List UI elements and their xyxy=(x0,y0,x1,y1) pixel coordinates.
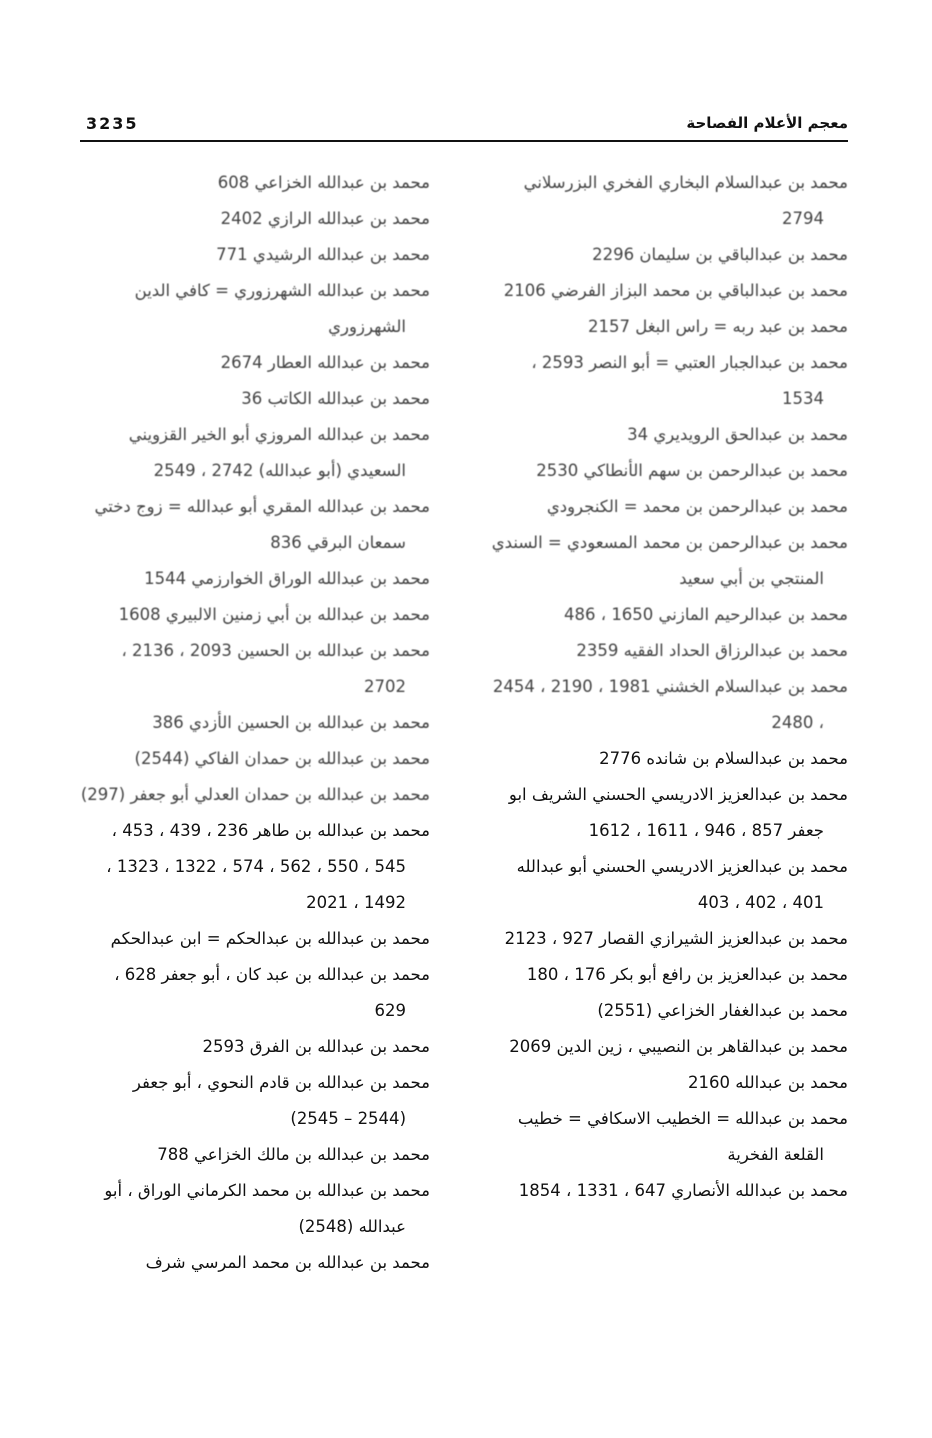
index-entry-text: محمد بن عبدالعزيز الادريسي الحسني أبو عبدالله 401 ، 402 ، 403 xyxy=(516,857,848,912)
index-entry xyxy=(488,921,848,957)
index-entry xyxy=(488,1029,848,1065)
index-entry-text: محمد بن عبدالحق الرويديري 34 xyxy=(627,425,848,444)
index-entry-text: محمد بن عبدالباقي بن محمد البزاز الفرضي 2106 xyxy=(503,281,848,300)
index-entry-text: محمد بن عبدالله بن عبد كان ، أبو جعفر 628 ، 629 xyxy=(114,965,430,1020)
index-entry-text: محمد بن عبدالله المقري أبو عبدالله = زوج دختي سمعان البرقي 836 xyxy=(94,497,430,552)
index-entry-text: محمد بن عبدالجبار العتبي = أبو النصر 2593 ، 1534 xyxy=(531,353,848,408)
index-entry-text: محمد بن عبدالسلام الخشني 1981 ، 2190 ، 2454 ، 2480 xyxy=(492,677,848,732)
index-entry-text: محمد بن عبدالله بن محمد الكرماني الوراق ، أبو عبدالله (2548) xyxy=(104,1181,430,1236)
index-entry-text: محمد بن عبدالغفار الخزاعي (2551) xyxy=(597,1001,848,1020)
index-entry-text: محمد بن عبدالعزيز الادريسي الحسني الشريف ابو جعفر 857 ، 946 ، 1611 ، 1612 xyxy=(508,785,848,840)
index-entry-text: محمد بن عبدالله = الخطيب الاسكافي = خطيب القلعة الفخرية xyxy=(517,1109,848,1164)
left-column xyxy=(80,165,430,1281)
index-entry-text: محمد بن عبدالله بن الحسين 2093 ، 2136 ، 2702 xyxy=(121,641,430,696)
index-entry-text: محمد بن عبدالعزيز بن رافع أبو بكر 176 ، 180 xyxy=(526,965,848,984)
index-entry xyxy=(80,345,430,381)
index-entry xyxy=(488,957,848,993)
index-entry xyxy=(80,1173,430,1245)
index-entry-text: محمد بن عبدالله بن الحسين الأزدي 386 xyxy=(152,713,430,732)
index-entry-text: محمد بن عبدالرحمن بن محمد = الكنجرودي xyxy=(546,497,848,516)
index-entry xyxy=(488,1173,848,1209)
index-entry-text: محمد بن عبدالله المروزي أبو الخير القزويني السعيدي (أبو عبدالله) 2742 ، 2549 xyxy=(128,425,430,480)
index-entry xyxy=(488,237,848,273)
index-entry xyxy=(488,417,848,453)
index-entry xyxy=(488,453,848,489)
index-entry xyxy=(80,273,430,345)
index-entry xyxy=(488,993,848,1029)
index-entry xyxy=(80,201,430,237)
index-entry xyxy=(80,417,430,489)
index-entry-text: محمد بن عبدالرحيم المازني 1650 ، 486 xyxy=(563,605,848,624)
index-entry xyxy=(488,525,848,597)
index-entry xyxy=(80,597,430,633)
index-entry-text: محمد بن عبدالله الرشيدي 771 xyxy=(216,245,430,264)
index-entry-text: محمد بن عبدالله الرازي 2402 xyxy=(220,209,430,228)
index-entry xyxy=(488,849,848,921)
index-entry xyxy=(80,1065,430,1137)
index-entry xyxy=(80,777,430,813)
index-entry xyxy=(80,1245,430,1281)
index-entry xyxy=(80,633,430,705)
index-entry-text: محمد بن عبدالله الوراق الخوارزمي 1544 xyxy=(144,569,430,588)
index-entry-text: محمد بن عبدالله بن قادم النحوي ، أبو جعفر (2544 – 2545) xyxy=(132,1073,430,1128)
index-entry xyxy=(80,489,430,561)
index-entry xyxy=(488,1065,848,1101)
index-entry-text: محمد بن عبدالله 2160 xyxy=(688,1073,848,1092)
index-entry-text: محمد بن عبدالله بن الفرق 2593 xyxy=(202,1037,430,1056)
index-entry xyxy=(488,309,848,345)
index-entry-text: محمد بن عبدالسلام بن شانده 2776 xyxy=(599,749,848,768)
index-entry xyxy=(80,741,430,777)
index-entry-text: محمد بن عبدالرحمن بن محمد المسعودي = السندي المنتجي بن أبي سعيد xyxy=(491,533,848,588)
index-entry-text: محمد بن عبدالعزيز الشيرازي القصار 927 ، 2123 xyxy=(504,929,848,948)
index-entry-text: محمد بن عبدالله بن عبدالحكم = ابن عبدالحكم xyxy=(110,929,430,948)
index-entry-text: محمد بن عبدالرزاق الحداد الفقيه 2359 xyxy=(576,641,848,660)
index-entry xyxy=(488,489,848,525)
index-entry xyxy=(488,273,848,309)
index-entry-text: محمد بن عبدالسلام البخاري الفخري البزرسلاني 2794 xyxy=(523,173,848,228)
index-entry xyxy=(80,1137,430,1173)
page-header xyxy=(0,0,932,160)
index-entry xyxy=(488,165,848,237)
index-entry xyxy=(488,633,848,669)
index-entry xyxy=(80,237,430,273)
running-title: معجم الأعلام الفصاحة xyxy=(686,114,848,132)
index-entry-text: محمد بن عبدالله بن حمدان العدلي أبو جعفر (297) xyxy=(80,785,430,804)
index-entry xyxy=(80,165,430,201)
index-entry xyxy=(488,1101,848,1173)
index-entry-text: محمد بن عبدالله الأنصاري 647 ، 1331 ، 1854 xyxy=(518,1181,848,1200)
page-number: 3235 xyxy=(86,114,139,133)
index-entry xyxy=(80,705,430,741)
index-entry xyxy=(80,957,430,1029)
index-entry xyxy=(80,381,430,417)
index-entry xyxy=(80,921,430,957)
index-entry-text: محمد بن عبدالباقي بن سليمان 2296 xyxy=(592,245,848,264)
index-entry xyxy=(488,669,848,741)
index-entry xyxy=(80,1029,430,1065)
right-column xyxy=(488,165,848,1209)
index-entry-text: محمد بن عبد ربه = راس البغل 2157 xyxy=(587,317,848,336)
index-entry-text: محمد بن عبدالله الشهرزوري = كافي الدين الشهرزوري xyxy=(134,281,430,336)
index-entry xyxy=(488,741,848,777)
index-entry-text: محمد بن عبدالله بن طاهر 236 ، 439 ، 453 ، 545 ، 550 ، 562 ، 574 ، 1322 ، 1323 ، 1492 ، 2021 xyxy=(106,821,430,912)
index-entry-text: محمد بن عبدالله بن حمدان الفاكي (2544) xyxy=(134,749,430,768)
index-entry xyxy=(488,597,848,633)
index-entry xyxy=(80,813,430,921)
index-entry xyxy=(80,561,430,597)
index-entry-text: محمد بن عبدالله بن مالك الخزاعي 788 xyxy=(157,1145,430,1164)
index-entry-text: محمد بن عبدالله العطار 2674 xyxy=(220,353,430,372)
index-entry xyxy=(488,345,848,417)
index-entry-text: محمد بن عبدالقاهر بن النصيبي ، زين الدين 2069 xyxy=(509,1037,848,1056)
index-entry-text: محمد بن عبدالله بن محمد المرسي شرف xyxy=(145,1253,430,1272)
index-entry-text: محمد بن عبدالله الخزاعي 608 xyxy=(217,173,430,192)
index-entry xyxy=(488,777,848,849)
index-entry-text: محمد بن عبدالله بن أبي زمنين الالبيري 1608 xyxy=(118,605,430,624)
index-entry-text: محمد بن عبدالرحمن بن سهم الأنطاكي 2530 xyxy=(536,461,848,480)
index-entry-text: محمد بن عبدالله الكاتب 36 xyxy=(241,389,430,408)
header-rule xyxy=(80,140,848,142)
